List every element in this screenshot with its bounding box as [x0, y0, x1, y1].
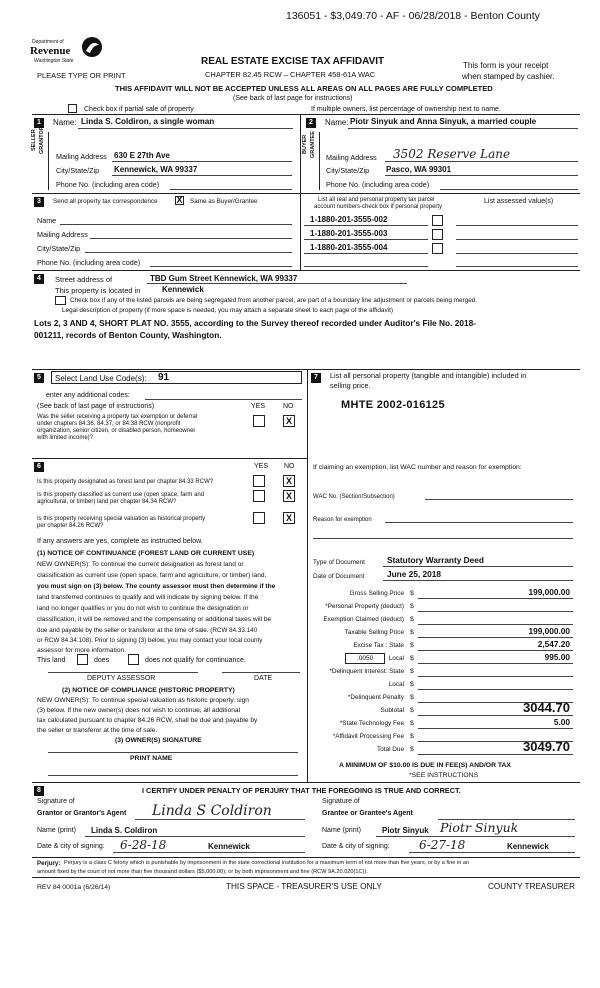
historic-no-checkbox[interactable]: X [283, 512, 295, 524]
calc-row-currency: $ [410, 642, 414, 649]
grantee-printed-name[interactable]: Piotr Sinyuk [382, 826, 429, 835]
forest-land-yes-checkbox[interactable] [253, 475, 265, 487]
calc-row-label: Taxable Selling Price [344, 629, 404, 636]
calc-row-currency: $ [410, 668, 414, 675]
sec6-no-header: NO [284, 463, 295, 470]
logo-revenue: Revenue [30, 45, 71, 57]
form-revision: REV 84 0001a (6/26/14) [37, 884, 111, 891]
subtotal[interactable]: 3044.70 [523, 700, 570, 715]
wac-number-label: WAC No. (Section/Subsection) [313, 494, 395, 500]
gross-selling-price[interactable]: 199,000.00 [528, 587, 570, 597]
seller-name-label: Name: [53, 118, 77, 127]
logo-state: Washington State [34, 58, 74, 64]
treasurer-use-only: THIS SPACE - TREASURER'S USE ONLY [226, 882, 382, 891]
logo-dept: Department of [32, 39, 64, 45]
grantor-signature-label: Signature of [37, 798, 75, 805]
sec5-no-header: NO [283, 403, 294, 410]
seller-phone-label: Phone No. (including area code) [56, 180, 160, 189]
does-qualify-checkbox[interactable] [77, 654, 88, 665]
dor-logo [28, 36, 108, 70]
buyer-phone-label: Phone No. (including area code) [326, 180, 430, 189]
personal-property-label-1: List all personal property (tangible and intangible) included in [330, 371, 527, 380]
buyer-city[interactable]: Pasco, WA 99301 [386, 165, 452, 174]
seller-side-label: SELLER [31, 129, 37, 151]
calc-row-label: *Affidavit Processing Fee [332, 733, 404, 740]
grantor-sign-city[interactable]: Kennewick [208, 842, 250, 851]
does-not-qualify-checkbox[interactable] [128, 654, 139, 665]
excise-tax-local[interactable]: 995.00 [544, 652, 570, 662]
legal-description-line-2[interactable]: 001211, records of Benton County, Washington. [34, 330, 222, 340]
calc-row-label: Excise Tax : State [353, 642, 404, 649]
calc-row-currency: $ [410, 746, 414, 753]
calc-row-currency: $ [410, 616, 414, 623]
instructions-note: (See back of last page for instructions) [233, 95, 353, 102]
does-label: does [94, 657, 110, 664]
grantor-agent-label: Grantor or Grantor's Agent [37, 810, 127, 817]
current-use-no-checkbox[interactable]: X [283, 490, 295, 502]
located-in-city[interactable]: Kennewick [162, 285, 204, 294]
legal-description-line-1[interactable]: Lots 2, 3 AND 4, SHORT PLAT NO. 3555, according to the Survey thereof recorded under Auditor's File No. 2018- [34, 318, 476, 328]
county-treasurer-label: COUNTY TREASURER [488, 882, 576, 891]
buyer-mail-label: Mailing Address [326, 153, 377, 162]
same-as-buyer-checkbox[interactable]: X [176, 195, 183, 205]
personal-property-label-2: selling price. [330, 381, 371, 390]
current-use-yes-checkbox[interactable] [253, 490, 265, 502]
corr-mail-label: Mailing Address [37, 230, 88, 239]
recording-stamp: 136051 - $3,049.70 - AF - 06/28/2018 - Benton County [286, 10, 540, 22]
grantee-signature[interactable]: Piotr Sinyuk [440, 820, 519, 835]
grantee-sign-date[interactable]: 6-27-18 [419, 838, 466, 852]
grantor-name-label: Name (print) [37, 827, 76, 834]
grantee-signature-label: Signature of [322, 798, 360, 805]
seller-mail-label: Mailing Address [56, 152, 107, 161]
calc-row-label: Exemption Claimed (deduct) [323, 616, 404, 623]
exemption-question-2: under chapters 84.36, 84.37, or 84.38 RCW (nonprofit [37, 421, 181, 427]
corr-city-label: City/State/Zip [37, 244, 81, 253]
historic-yes-checkbox[interactable] [253, 512, 265, 524]
parcel-1-personal-checkbox[interactable] [432, 215, 443, 226]
grantee-date-city-label: Date & city of signing: [322, 843, 390, 850]
land-use-code[interactable]: 91 [158, 372, 170, 383]
sec6-yes-header: YES [254, 463, 269, 470]
exemption-reason-label: Reason for exemption [313, 517, 372, 523]
parcel-number-3[interactable]: 1-1880-201-3555-004 [310, 243, 388, 252]
perjury-text-1: Perjury is a class C felony which is punishable by imprisonment in the state correctional institution for a maximum term of not more than five years, or by a fine in an [64, 860, 470, 866]
forest-land-question: Is this property designated as forest land per chapter 84.33 RCW? [37, 479, 214, 485]
document-date-label: Date of Document [313, 573, 365, 580]
receipt-note-2: when stamped by cashier. [462, 72, 555, 81]
street-address-label: Street address of [55, 275, 113, 284]
legal-description-label: Legal description of property (if more space is needed, you may attach a separate sheet to each page of the affidavit) [62, 307, 393, 314]
grantee-name-label: Name (print) [322, 827, 361, 834]
additional-codes-label: enter any additional codes: [46, 392, 130, 399]
grantor-signature[interactable]: Linda S Coldiron [152, 803, 272, 819]
partial-sale-checkbox[interactable] [68, 104, 77, 113]
receipt-note-1: This form is your receipt [463, 61, 549, 70]
exemption-no-checkbox[interactable]: X [283, 415, 295, 427]
minimum-fee-note: A MINIMUM OF $10.00 IS DUE IN FEE(S) AND/OR TAX [339, 762, 511, 769]
calc-row-currency: $ [410, 655, 414, 662]
total-due[interactable]: 3049.70 [523, 739, 570, 754]
parcel-2-personal-checkbox[interactable] [432, 229, 443, 240]
acceptance-warning: THIS AFFIDAVIT WILL NOT BE ACCEPTED UNLESS ALL AREAS ON ALL PAGES ARE FULLY COMPLETED [115, 84, 493, 93]
calc-row-label: *Personal Property (deduct) [325, 603, 404, 610]
section-8-badge: 8 [34, 786, 44, 796]
section-1-badge: 1 [34, 118, 44, 128]
located-in-label: This property is located in [55, 286, 141, 295]
current-use-question-1: Is this property classified as current use (open space, farm and [37, 492, 205, 498]
seller-city[interactable]: Kennewick, WA 99337 [114, 165, 198, 174]
state-technology-fee[interactable]: 5.00 [553, 717, 570, 727]
calc-row-currency: $ [410, 707, 414, 714]
calc-row-label: Gross Selling Price [349, 590, 404, 597]
calc-row-currency: $ [410, 603, 414, 610]
document-type[interactable]: Statutory Warranty Deed [387, 555, 484, 565]
segregated-checkbox[interactable] [55, 296, 66, 305]
assessed-header: List assessed value(s) [484, 198, 554, 205]
land-use-instructions: (See back of last page of instructions) [37, 403, 155, 410]
parcel-number-1[interactable]: 1-1880-201-3555-002 [310, 215, 388, 224]
seller-mail[interactable]: 630 E 27th Ave [114, 151, 170, 160]
multiple-owners-note: If multiple owners, list percentage of ownership next to name. [311, 106, 501, 113]
buyer-name[interactable]: Piotr Sinyuk and Anna Sinyuk, a married couple [350, 117, 537, 126]
forest-land-no-checkbox[interactable]: X [283, 475, 295, 487]
document-date[interactable]: June 25, 2018 [387, 569, 441, 579]
corr-phone-label: Phone No. (including area code) [37, 258, 141, 267]
grantor-sign-date[interactable]: 6-28-18 [120, 838, 167, 852]
exemption-claim-label: If claiming an exemption, list WAC number and reason for exemption: [313, 464, 522, 471]
form-title: REAL ESTATE EXCISE TAX AFFIDAVIT [201, 56, 385, 67]
current-use-question-2: agricultural, or timber) land per chapter 84.34 RCW? [37, 499, 177, 505]
calc-row-currency: $ [410, 590, 414, 597]
partial-sale-label: Check box if partial sale of property [84, 106, 194, 113]
calc-row-currency: $ [410, 720, 414, 727]
exemption-yes-checkbox[interactable] [253, 415, 265, 427]
if-yes-instruction: If any answers are yes, complete as instructed below. [37, 538, 203, 545]
assessor-date-label: DATE [254, 675, 273, 682]
buyer-side-label: BUYER [302, 134, 308, 154]
calc-row-currency: $ [410, 629, 414, 636]
same-as-buyer-label: Same as Buyer/Grantee [190, 198, 258, 205]
print-name-label: PRINT NAME [130, 755, 173, 762]
buyer-city-label: City/State/Zip [326, 166, 370, 175]
parcel-3-personal-checkbox[interactable] [432, 243, 443, 254]
type-or-print: PLEASE TYPE OR PRINT [37, 71, 126, 80]
section-4-badge: 4 [34, 274, 44, 284]
grantee-agent-label: Grantee or Grantee's Agent [322, 810, 413, 817]
section-7-badge: 7 [311, 373, 321, 383]
buyer-mail[interactable]: 3502 Reserve Lane [393, 147, 511, 161]
calc-row-label: *Delinquent Penalty [347, 694, 404, 701]
see-instructions-note: *SEE INSTRUCTIONS [409, 772, 479, 779]
calc-row-currency: $ [410, 694, 414, 701]
calc-row-label: Total Due [377, 746, 404, 753]
grantee-side-label: GRANTEE [310, 131, 316, 158]
sec5-yes-header: YES [251, 403, 266, 410]
local-rate[interactable]: .0050 [357, 655, 374, 662]
section-3-badge: 3 [34, 197, 44, 207]
logo-emblem-icon [80, 36, 104, 58]
calc-row-label: Local [388, 681, 404, 688]
taxable-selling-price[interactable]: 199,000.00 [528, 626, 570, 636]
personal-property-value[interactable]: MHTE 2002-016125 [341, 399, 445, 411]
exemption-question-1: Was the seller receiving a property tax exemption or deferral [37, 414, 198, 420]
parcel-header-2: account numbers-check box if personal property [314, 204, 443, 210]
calc-row-label: Local [388, 655, 404, 662]
parcel-header-1: List all real and personal property tax parcel [318, 197, 435, 203]
calc-row-label: Subtotal [380, 707, 404, 714]
tax-correspondence-label: Send all property tax correspondence [53, 198, 158, 205]
land-use-label: Select Land Use Code(s): [55, 374, 147, 383]
exemption-question-3: organization, senior citizen, or disabled person, homeowner [37, 428, 196, 434]
calc-row-label: *State Technology Fee [339, 720, 404, 727]
historic-question-1: Is this property receiving special valuation as historical property [37, 516, 206, 522]
section-6-badge: 6 [34, 462, 44, 472]
calc-row-label: *Delinquent Interest: State [329, 668, 404, 675]
document-type-label: Type of Document [313, 559, 365, 566]
excise-tax-state[interactable]: 2,547.20 [537, 639, 570, 649]
exemption-question-4: with limited income)? [37, 435, 94, 441]
calc-row-currency: $ [410, 681, 414, 688]
seller-city-label: City/State/Zip [56, 166, 100, 175]
section-2-badge: 2 [306, 118, 316, 128]
parcel-number-2[interactable]: 1-1880-201-3555-003 [310, 229, 388, 238]
street-address[interactable]: TBD Gum Street Kennewick, WA 99337 [150, 274, 298, 283]
section-5-badge: 5 [34, 373, 44, 383]
deputy-assessor-label: DEPUTY ASSESSOR [87, 675, 156, 682]
grantee-sign-city[interactable]: Kennewick [507, 842, 549, 851]
calc-row-currency: $ [410, 733, 414, 740]
grantor-printed-name[interactable]: Linda S. Coldiron [91, 826, 158, 835]
does-not-label: does not qualify for continuance. [145, 657, 246, 664]
certification-statement: I CERTIFY UNDER PENALTY OF PERJURY THAT THE FOREGOING IS TRUE AND CORRECT. [142, 786, 461, 795]
compliance-title: (2) NOTICE OF COMPLIANCE (HISTORIC PROPERTY) [62, 687, 235, 694]
historic-question-2: per chapter 84.26 RCW? [37, 523, 104, 529]
form-subtitle: CHAPTER 82.45 RCW – CHAPTER 458-61A WAC [205, 70, 376, 79]
grantor-side-label: GRANTOR [39, 126, 45, 154]
buyer-name-label: Name: [325, 118, 349, 127]
grantor-date-city-label: Date & city of signing: [37, 843, 105, 850]
segregated-label: Check box if any of the listed parcels are being segregated from another parcel, are part of a boundary line adjustment or parcels being merged. [70, 297, 478, 304]
corr-name-label: Name [37, 216, 57, 225]
owner-signature-label: (3) OWNER(S) SIGNATURE [115, 737, 202, 744]
seller-name[interactable]: Linda S. Coldiron, a single woman [81, 117, 215, 126]
perjury-label: Perjury: [37, 860, 61, 867]
perjury-text-2: amount fixed by the court of not more than five thousand dollars ($5,000.00), or by both imprisonment and fine (RCW 9A.20.020(1C)). [37, 869, 368, 875]
continuance-title: (1) NOTICE OF CONTINUANCE (FOREST LAND OR CURRENT USE) [37, 550, 255, 557]
this-land-label: This land [37, 657, 66, 664]
